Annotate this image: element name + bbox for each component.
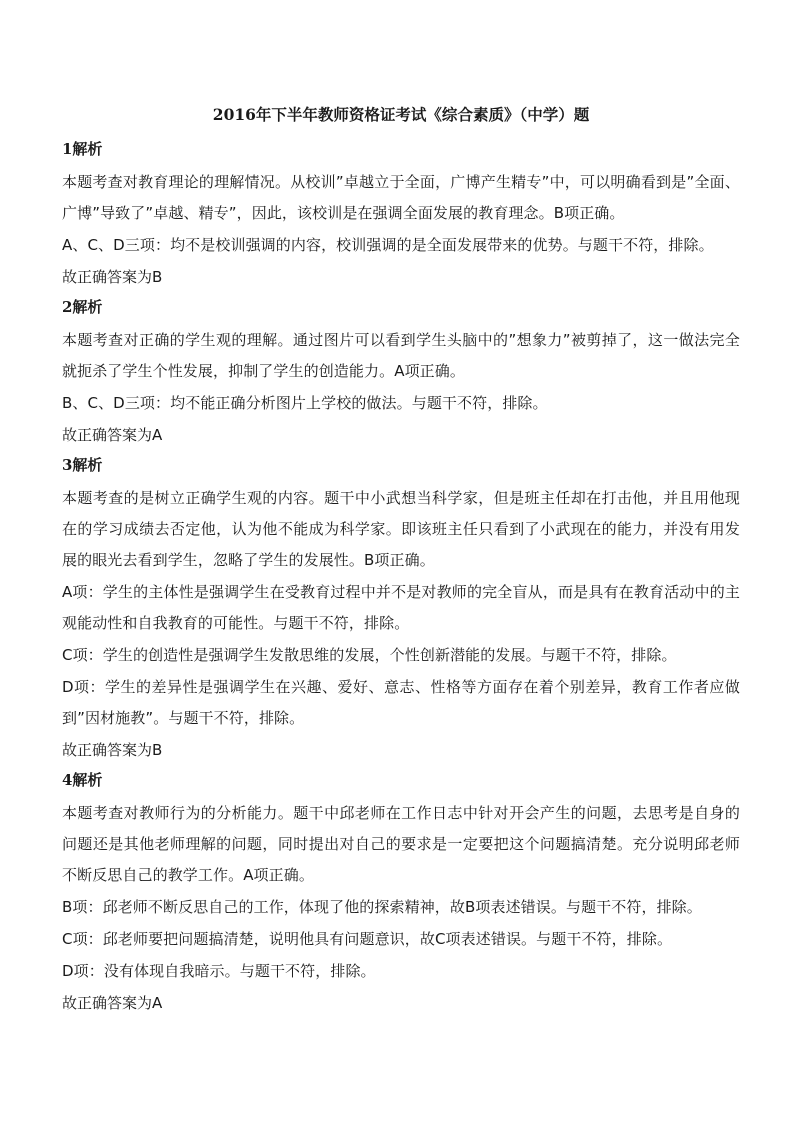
paragraph: C项：邱老师要把问题搞清楚，说明他具有问题意识，故C项表述错误。与题干不符，排除。 — [62, 930, 673, 948]
paragraph: 本题考查的是树立正确学生观的内容。题干中小武想当科学家，但是班主任却在打击他，并且用他现在的学习成绩去否定他，认为他不能成为科学家。即该班主任只看到了小武现在的能力，并没有用发展的眼光去看到学生，忽略了学生的发展性。B项正确。 — [62, 489, 740, 569]
explanation-section-4 — [62, 769, 740, 1019]
paragraph: D项：学生的差异性是强调学生在兴趣、爱好、意志、性格等方面存在着个别差异，教育工作者应做到”因材施教”。与题干不符，排除。 — [62, 678, 740, 727]
paragraph: B、C、D三项：均不能正确分析图片上学校的做法。与题干不符，排除。 — [62, 394, 548, 412]
section-heading: 3解析 — [62, 456, 103, 474]
paragraph: B项：邱老师不断反思自己的工作，体现了他的探索精神，故B项表述错误。与题干不符，排除。 — [62, 898, 702, 916]
explanation-section-1 — [62, 138, 740, 293]
explanation-section-3 — [62, 454, 740, 766]
paragraph: 本题考查对教育理论的理解情况。从校训”卓越立于全面，广博产生精专”中，可以明确看到是”全面、广博”导致了”卓越、精专”，因此，该校训是在强调全面发展的教育理念。B项正确。 — [62, 173, 740, 222]
paragraph: A、C、D三项：均不是校训强调的内容，校训强调的是全面发展带来的优势。与题干不符，排除。 — [62, 236, 714, 254]
paragraph: 本题考查对正确的学生观的理解。通过图片可以看到学生头脑中的”想象力”被剪掉了，这一做法完全就扼杀了学生个性发展，抑制了学生的创造能力。A项正确。 — [62, 331, 740, 380]
section-heading: 1解析 — [62, 140, 103, 158]
answer-line: 故正确答案为A — [62, 994, 163, 1012]
answer-line: 故正确答案为A — [62, 426, 163, 444]
paragraph: 本题考查对教师行为的分析能力。题干中邱老师在工作日志中针对开会产生的问题，去思考是自身的问题还是其他老师理解的问题，同时提出对自己的要求是一定要把这个问题搞清楚。充分说明邱老师不断反思自己的教学工作。A项正确。 — [62, 804, 740, 884]
paragraph: D项：没有体现自我暗示。与题干不符，排除。 — [62, 962, 376, 980]
section-heading: 2解析 — [62, 298, 103, 316]
answer-line: 故正确答案为B — [62, 268, 163, 286]
answer-line: 故正确答案为B — [62, 741, 163, 759]
section-heading: 4解析 — [62, 771, 103, 789]
explanation-section-2 — [62, 296, 740, 451]
paragraph: C项：学生的创造性是强调学生发散思维的发展，个性创新潜能的发展。与题干不符，排除。 — [62, 646, 677, 664]
paragraph: A项：学生的主体性是强调学生在受教育过程中并不是对教师的完全盲从，而是具有在教育活动中的主观能动性和自我教育的可能性。与题干不符，排除。 — [62, 583, 740, 632]
document-title: 2016年下半年教师资格证考试《综合素质》（中学）题 — [212, 105, 590, 124]
